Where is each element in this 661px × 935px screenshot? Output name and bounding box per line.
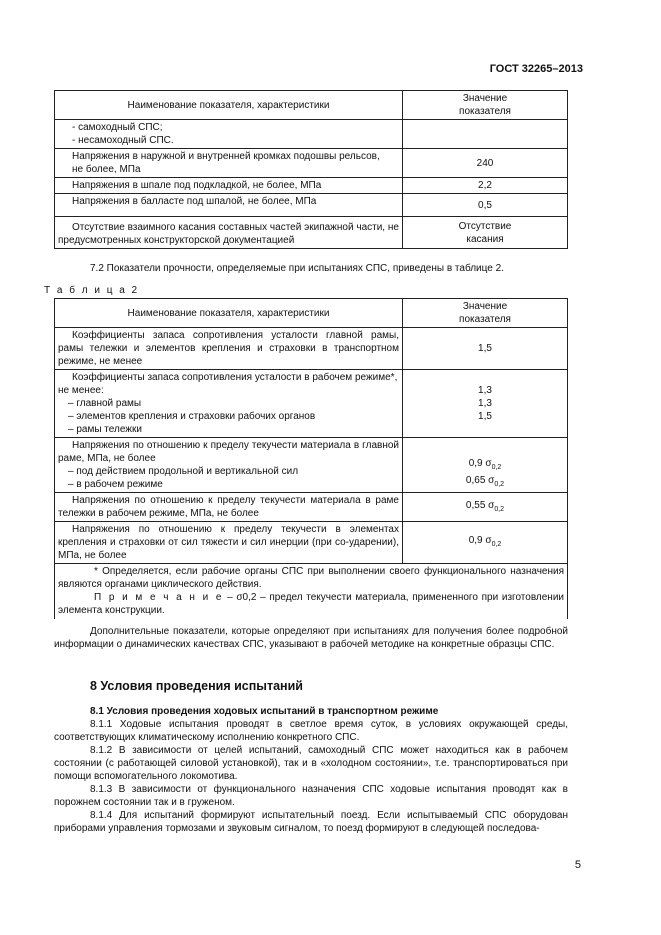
- value-line: 1,5: [478, 411, 492, 422]
- table-row: [55, 217, 568, 249]
- header-value-line1: Значение: [462, 301, 508, 312]
- table-notes-row: [55, 564, 568, 620]
- page-header-standard: ГОСТ 32265–2013: [489, 63, 583, 75]
- value-subscript: 0,2: [494, 505, 505, 513]
- value-subscript: 0,2: [494, 481, 505, 488]
- value-line: 1,3: [478, 385, 492, 396]
- table-note: [58, 591, 564, 617]
- row-line: – в рабочем режиме: [68, 479, 163, 490]
- table-2-caption: Т а б л и ц а 2: [44, 285, 140, 296]
- row-line: Напряжения в балласте под шпалой, не более, МПа: [72, 196, 317, 207]
- paragraph-8-1-2: 8.1.2 В зависимости от целей испытаний, самоходный СПС может находиться как в рабочем состоянии (с работающей силовой установкой), так и в «холодном состоянии», т.е. транспортироваться при помощи вспомогательного локомотива.: [54, 745, 568, 782]
- table-header-value: [403, 299, 568, 328]
- note-label: П р и м е ч а н и е: [94, 592, 224, 603]
- note-text: – σ0,2 – предел текучести материала, примененного при изготовлении элемента конструкции.: [58, 592, 565, 616]
- row-value: 2,2: [403, 178, 568, 194]
- page-number: 5: [574, 859, 581, 871]
- value-line: 1,3: [478, 398, 492, 409]
- table-row: [55, 438, 568, 493]
- row-name: [55, 370, 403, 438]
- row-value: 240: [403, 149, 568, 178]
- table-header-name: Наименование показателя, характеристики: [55, 299, 403, 328]
- table-1: [54, 90, 568, 249]
- value-text: 0,9 σ: [468, 458, 492, 469]
- header-value-line1: Значение: [462, 93, 508, 104]
- row-name: Коэффициенты запаса сопротивления усталости главной рамы, рамы тележки и элементов крепления и страховки в транспортном режиме, не менее: [55, 328, 403, 370]
- table-header-value: [403, 91, 568, 120]
- row-line: не более, МПа: [72, 164, 141, 175]
- table-row: [55, 493, 568, 522]
- row-value: [403, 493, 568, 522]
- row-line: – рамы тележки: [68, 424, 142, 435]
- row-name: Напряжения по отношению к пределу текучести материала в раме тележки в рабочем режиме, МПа, не более: [55, 493, 403, 522]
- paragraph-additional: Дополнительные показатели, которые определяют при испытаниях для получения более подробной информации о динамических качествах СПС, указывают в рабочей методике на конкретные образцы СПС.: [54, 626, 568, 650]
- row-line: не менее:: [58, 385, 104, 396]
- row-value: 0,5: [403, 194, 568, 217]
- table-2: [54, 298, 568, 619]
- row-line: Напряжения по отношению к пределу текучести материала в главной раме, МПа, не более: [58, 440, 399, 464]
- row-line: – под действием продольной и вертикальной сил: [68, 466, 299, 477]
- subsection-8-1-title: 8.1 Условия проведения ходовых испытаний в транспортном режиме: [90, 706, 439, 717]
- table-row: [55, 328, 568, 370]
- row-line: - несамоходный СПС.: [72, 135, 174, 146]
- paragraph-8-1-3: 8.1.3 В зависимости от функционального назначения СПС ходовые испытания проводят как в порожнем состоянии так и в груженом.: [54, 784, 568, 808]
- value-line: Отсутствие: [458, 220, 512, 232]
- section-8-heading: 8 Условия проведения испытаний: [90, 679, 303, 693]
- row-value: 1,5: [403, 328, 568, 370]
- row-value: [403, 217, 568, 249]
- table-header-name: Наименование показателя, характеристики: [55, 91, 403, 120]
- table-header-row: [55, 299, 568, 328]
- value-subscript: 0,2: [491, 541, 502, 548]
- header-value-line2: показателя: [459, 106, 511, 117]
- table-row: [55, 120, 568, 149]
- table-row: [55, 194, 568, 217]
- row-line: – главной рамы: [68, 398, 142, 409]
- paragraph-8-1-1: 8.1.1 Ходовые испытания проводят в светлое время суток, в условиях окружающей среды, соответствующих климатическому исполнению конкретного СПС.: [54, 719, 568, 743]
- table-header-row: [55, 91, 568, 120]
- value-line: [406, 474, 564, 491]
- row-name: [55, 178, 403, 194]
- table-notes: [55, 564, 568, 620]
- paragraph-7-2: 7.2 Показатели прочности, определяемые при испытаниях СПС, приведены в таблице 2.: [90, 263, 504, 274]
- table-footnote: * Определяется, если рабочие органы СПС при выполнении своего функционального назначения являются органами циклического действия.: [58, 566, 564, 590]
- table-row: [55, 370, 568, 438]
- row-name: Напряжения по отношению к пределу текучести в элементах крепления и страховки от сил тяжести и сил инерции (при со-ударении), МПа, не более: [55, 522, 403, 564]
- row-value: [403, 370, 568, 438]
- row-line: – элементов крепления и страховки рабочих органов: [68, 411, 316, 422]
- value-line: касания: [466, 233, 504, 245]
- row-name: [55, 438, 403, 493]
- table-row: [55, 178, 568, 194]
- table-row: [55, 149, 568, 178]
- row-name: Отсутствие взаимного касания составных частей экипажной части, не предусмотренных конструкторской документацией: [55, 217, 403, 249]
- row-value: [403, 438, 568, 493]
- row-name: [55, 120, 403, 149]
- row-line: Напряжения в шпале под подкладкой, не более, МПа: [72, 180, 322, 191]
- row-value: [403, 522, 568, 564]
- value-line: [406, 457, 564, 474]
- row-line: Напряжения в наружной и внутренней кромках подошвы рельсов,: [72, 151, 380, 162]
- row-line: - самоходный СПС;: [72, 122, 163, 133]
- row-name: [55, 149, 403, 178]
- row-value: [403, 120, 568, 149]
- row-name: [55, 194, 403, 217]
- table-row: [55, 522, 568, 564]
- value-text: 0,65 σ: [465, 475, 495, 486]
- value-text: 0,9 σ: [468, 535, 492, 546]
- value-subscript: 0,2: [491, 464, 502, 471]
- header-value-line2: показателя: [459, 314, 511, 325]
- paragraph-8-1-4: 8.1.4 Для испытаний формируют испытательный поезд. Если испытываемый СПС оборудован приборами управления тормозами и звуковым сигналом, то поезд формируют в следующей последова-: [54, 810, 568, 834]
- row-line: Коэффициенты запаса сопротивления усталости в рабочем режиме*,: [72, 372, 398, 383]
- value-text: 0,55 σ: [465, 499, 495, 511]
